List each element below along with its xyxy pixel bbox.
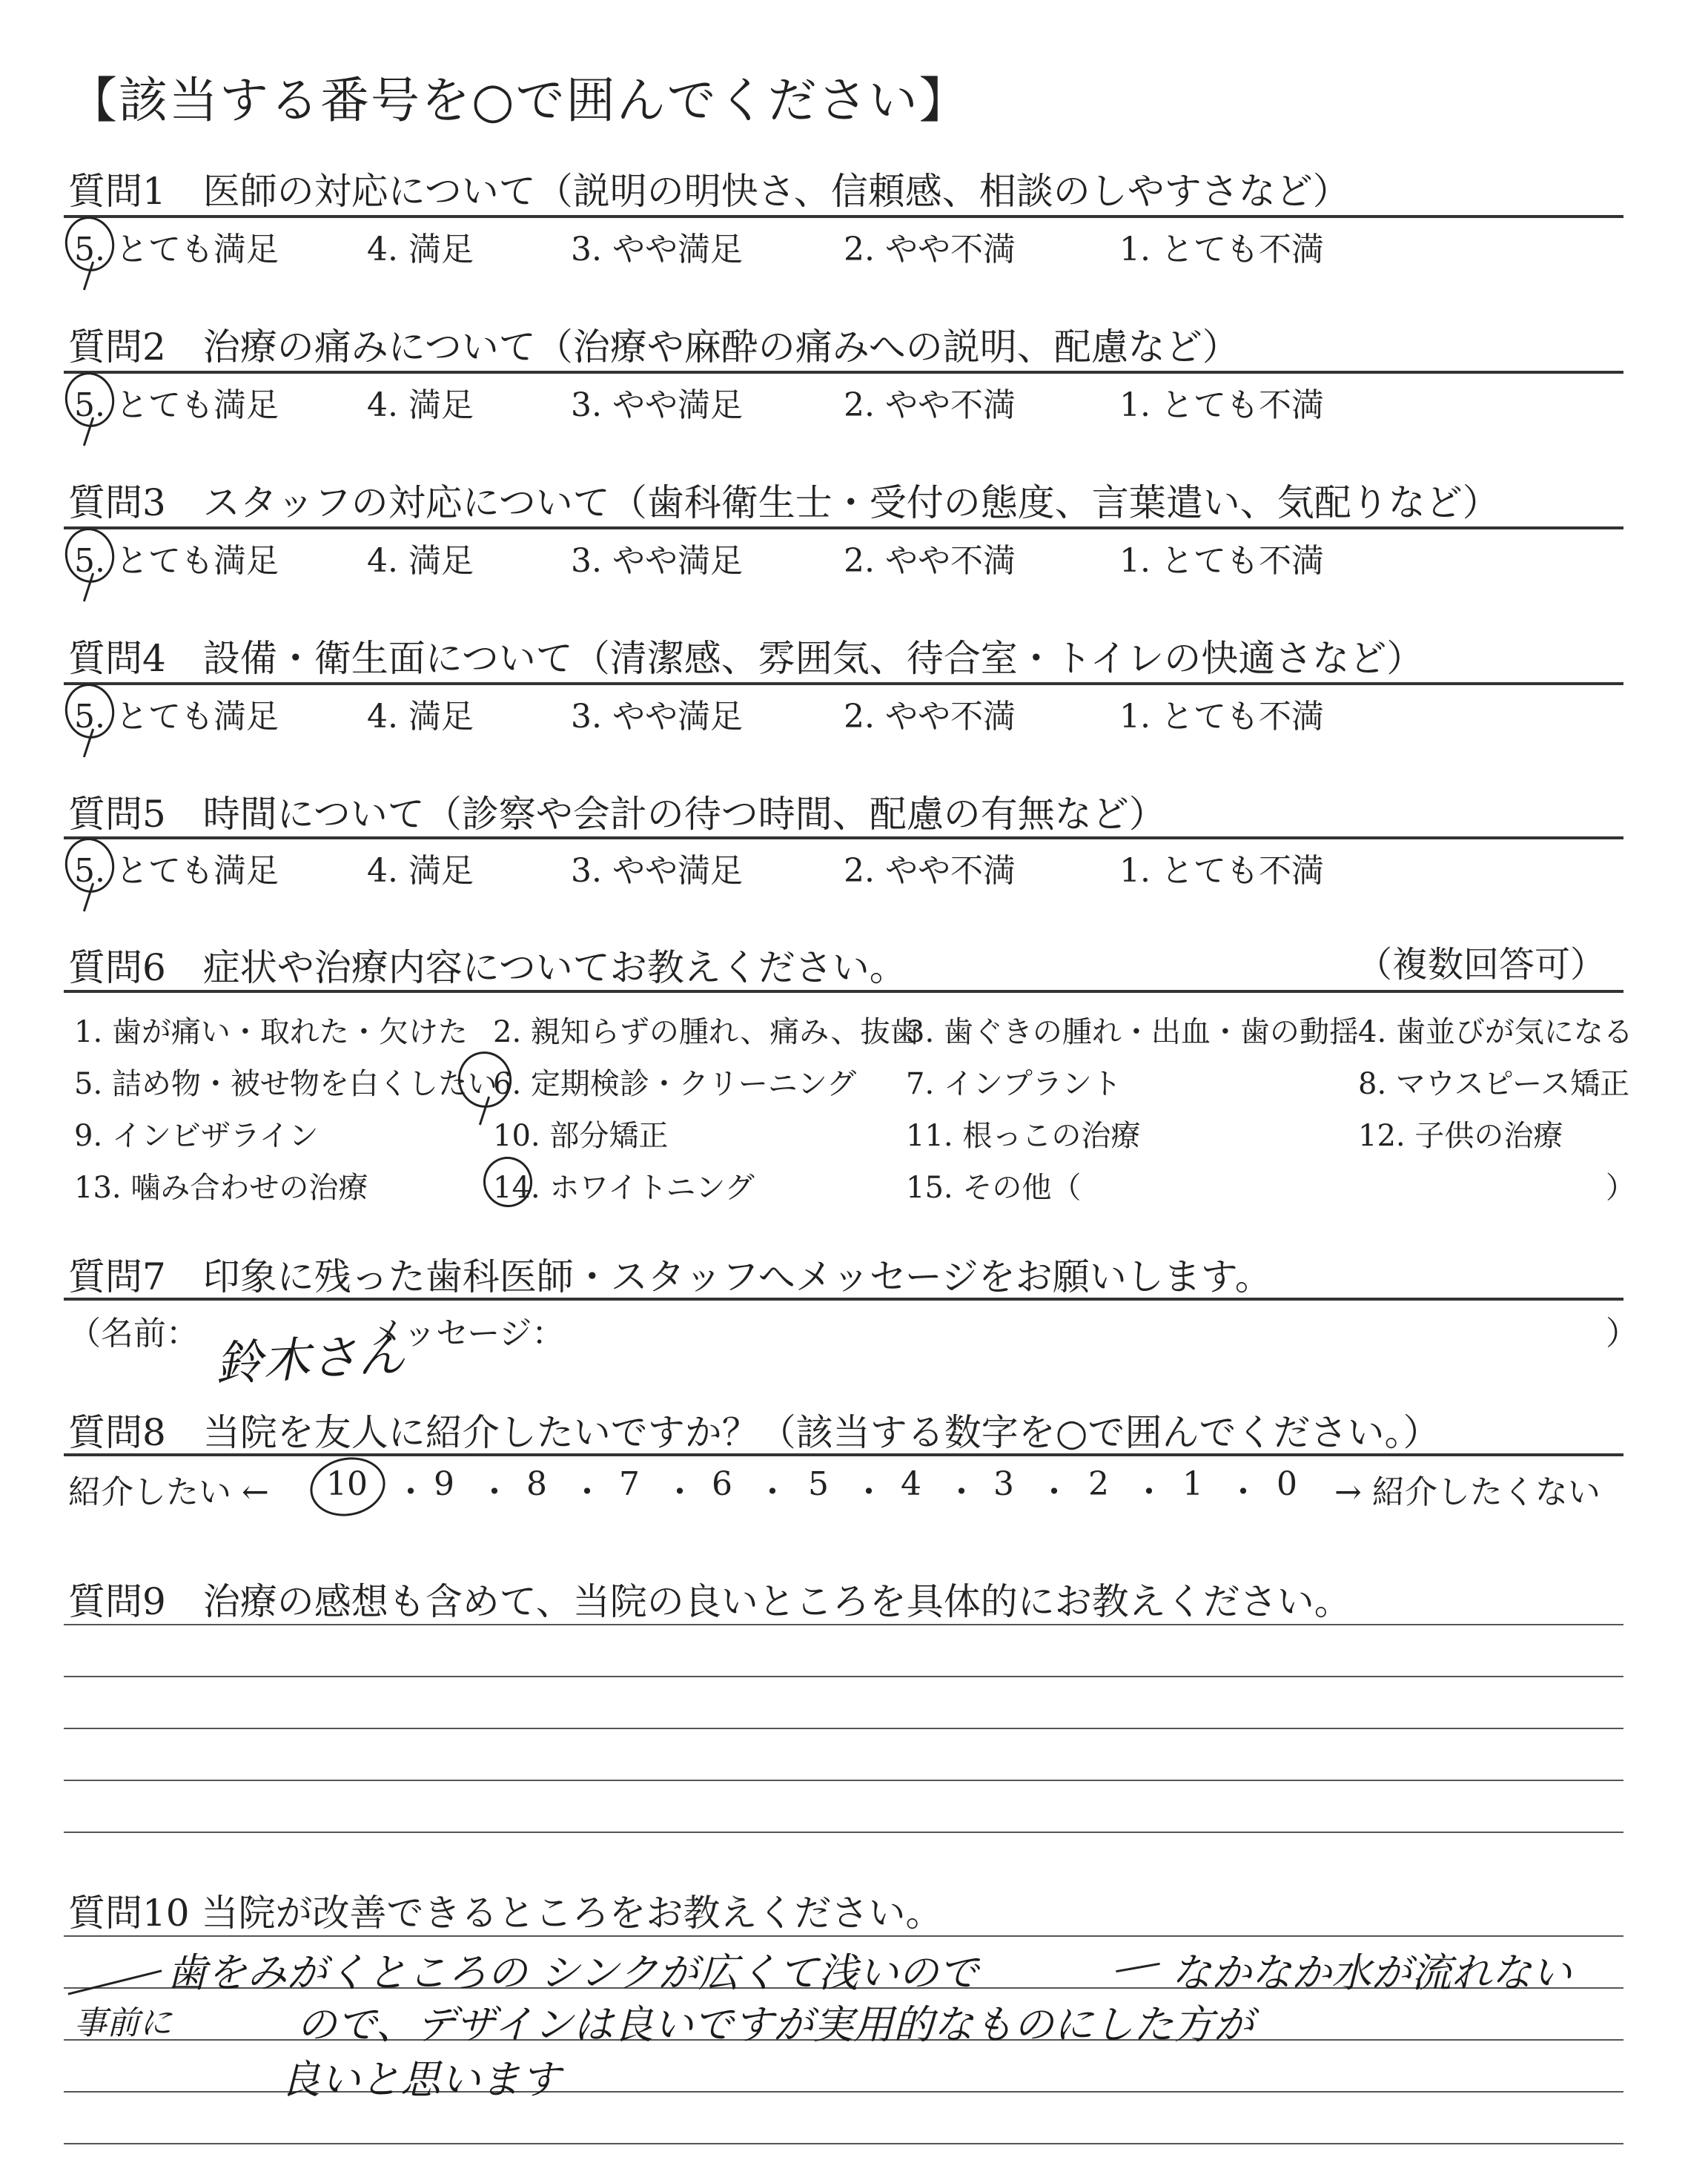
q1-option-5[interactable]: 5. とても満足 [74,231,279,268]
question-7-rule [64,1298,1623,1301]
q4-option-1[interactable]: 1. とても不満 [1119,698,1324,736]
q5-option-3[interactable]: 3. やや満足 [571,852,743,890]
q9-answer-line [64,1624,1623,1625]
question-8-rule [64,1453,1623,1456]
q6-option-10[interactable]: 10. 部分矯正 [493,1119,669,1153]
question-10-title: 質問10 当院が改善できるところをお教えください。 [68,1892,943,1935]
scale-dot: ・ [945,1473,978,1511]
q6-option-14[interactable]: 14. ホワイトニング [493,1171,755,1205]
q5-option-4[interactable]: 4. 満足 [367,852,474,890]
scale-dot: ・ [1038,1473,1070,1511]
q1-option-1[interactable]: 1. とても不満 [1119,231,1324,268]
q6-selection-circle-6 [453,1046,517,1112]
q10-insert-caret [68,1969,162,1995]
q10-strike-mark [1116,1963,1160,1972]
scale-2[interactable]: 2 [1088,1465,1109,1503]
question-1-rule [64,215,1623,218]
q6-option-1[interactable]: 1. 歯が痛い・取れた・欠けた [74,1015,468,1049]
q9-answer-line [64,1728,1623,1729]
q6-option-15[interactable]: 15. その他（ [906,1171,1082,1205]
q10-answer-line2[interactable]: ので、デザインは良いですが実用的なものにした方が [297,2001,1254,2048]
name-handwritten[interactable]: 鈴木さん [214,1327,407,1393]
scale-dot: ・ [478,1473,511,1511]
q3-option-3[interactable]: 3. やや満足 [571,542,743,580]
q3-option-1[interactable]: 1. とても不満 [1119,542,1324,580]
q4-option-3[interactable]: 3. やや満足 [571,698,743,736]
q3-option-4[interactable]: 4. 満足 [367,542,474,580]
scale-8[interactable]: 8 [526,1465,547,1503]
q2-option-4[interactable]: 4. 満足 [367,386,474,424]
question-3-rule [64,526,1623,529]
q9-answer-line [64,1676,1623,1677]
q10-answer-line1[interactable]: 歯をみがくところの シンクが広くて浅いので [167,1949,979,1996]
q6-option-15-close: ） [1606,1171,1635,1205]
question-4-title: 質問4 設備・衛生面について（清潔感、雰囲気、待合室・トイレの快適さなど） [68,637,1424,680]
scale-9[interactable]: 9 [434,1465,454,1503]
q2-option-1[interactable]: 1. とても不満 [1119,386,1324,424]
question-6-rule [64,990,1623,993]
message-close: ） [1606,1315,1638,1353]
scale-5[interactable]: 5 [808,1465,829,1503]
q9-answer-line [64,1780,1623,1781]
question-7-title: 質問7 印象に残った歯科医師・スタッフへメッセージをお願いします。 [68,1255,1272,1298]
scale-0[interactable]: 0 [1277,1465,1297,1503]
scale-dot: ・ [853,1473,885,1511]
q6-option-4[interactable]: 4. 歯並びが気になる [1358,1015,1633,1049]
q10-answer-line [64,2143,1623,2144]
scale-7[interactable]: 7 [619,1465,640,1503]
q6-option-5[interactable]: 5. 詰め物・被せ物を白くしたい [74,1067,497,1101]
question-3-title: 質問3 スタッフの対応について（歯科衛生士・受付の態度、言葉遣い、気配りなど） [68,481,1500,524]
question-9-title: 質問9 治療の感想も含めて、当院の良いところを具体的にお教えください。 [68,1580,1351,1623]
scale-6[interactable]: 6 [712,1465,732,1503]
q5-option-5[interactable]: 5. とても満足 [74,852,279,890]
scale-dot: ・ [1227,1473,1260,1511]
question-8-title: 質問8 当院を友人に紹介したいですか？（該当する数字を○で囲んでください。） [68,1411,1440,1454]
scale-10[interactable]: 10 [326,1465,368,1503]
q2-option-5[interactable]: 5. とても満足 [74,386,279,424]
name-label: （名前： [68,1315,199,1353]
question-6-title: 質問6 症状や治療内容についてお教えください。 [68,946,907,989]
scale-dot: ・ [756,1473,789,1511]
q10-answer-line3[interactable]: 良いと思います [280,2056,560,2103]
q4-option-5[interactable]: 5. とても満足 [74,698,279,736]
q6-option-3[interactable]: 3. 歯ぐきの腫れ・出血・歯の動揺 [906,1015,1359,1049]
recommend-right-label: → 紹介したくない [1334,1473,1601,1511]
q4-option-2[interactable]: 2. やや不満 [844,698,1016,736]
multiple-answers-note: （複数回答可） [1357,944,1606,985]
scale-1[interactable]: 1 [1182,1465,1203,1503]
scale-3[interactable]: 3 [993,1465,1014,1503]
q6-option-11[interactable]: 11. 根っこの治療 [906,1119,1141,1153]
q5-option-2[interactable]: 2. やや不満 [844,852,1016,890]
question-5-rule [64,836,1623,839]
message-label: メッセージ： [371,1315,565,1353]
q2-option-2[interactable]: 2. やや不満 [844,386,1016,424]
q6-option-2[interactable]: 2. 親知らずの腫れ、痛み、抜歯 [493,1015,920,1049]
question-2-title: 質問2 治療の痛みについて（治療や麻酔の痛みへの説明、配慮など） [68,326,1239,369]
q6-option-9[interactable]: 9. インビザライン [74,1119,319,1153]
q10-insert-note[interactable]: 事前に [74,2004,172,2042]
q3-option-2[interactable]: 2. やや不満 [844,542,1016,580]
q9-answer-line [64,1832,1623,1833]
page-title: 【該当する番号を○で囲んでください】 [68,72,970,129]
scale-dot: ・ [1133,1473,1165,1511]
q4-option-4[interactable]: 4. 満足 [367,698,474,736]
q1-option-4[interactable]: 4. 満足 [367,231,474,268]
q6-option-12[interactable]: 12. 子供の治療 [1358,1119,1563,1153]
question-4-rule [64,682,1623,685]
q6-option-6[interactable]: 6. 定期検診・クリーニング [493,1067,857,1101]
question-5-title: 質問5 時間について（診察や会計の待つ時間、配慮の有無など） [68,793,1166,836]
scale-dot: ・ [394,1473,427,1511]
q10-answer-line [64,1935,1623,1937]
question-1-title: 質問1 医師の対応について（説明の明快さ、信頼感、相談のしやすさなど） [68,170,1350,213]
q5-option-1[interactable]: 1. とても不満 [1119,852,1324,890]
q10-answer-line1b[interactable]: なかなか水が流れない [1171,1949,1572,1996]
q6-option-13[interactable]: 13. 噛み合わせの治療 [74,1171,368,1205]
q6-option-8[interactable]: 8. マウスピース矯正 [1358,1067,1630,1101]
q1-option-2[interactable]: 2. やや不満 [844,231,1016,268]
scale-selection-circle [305,1450,391,1523]
q3-option-5[interactable]: 5. とても満足 [74,542,279,580]
q2-option-3[interactable]: 3. やや満足 [571,386,743,424]
question-2-rule [64,371,1623,374]
q6-option-7[interactable]: 7. インプラント [906,1067,1122,1101]
recommend-left-label: 紹介したい ← [68,1473,269,1511]
scale-4[interactable]: 4 [901,1465,921,1503]
scale-dot: ・ [571,1473,603,1511]
q1-option-3[interactable]: 3. やや満足 [571,231,743,268]
scale-dot: ・ [663,1473,696,1511]
